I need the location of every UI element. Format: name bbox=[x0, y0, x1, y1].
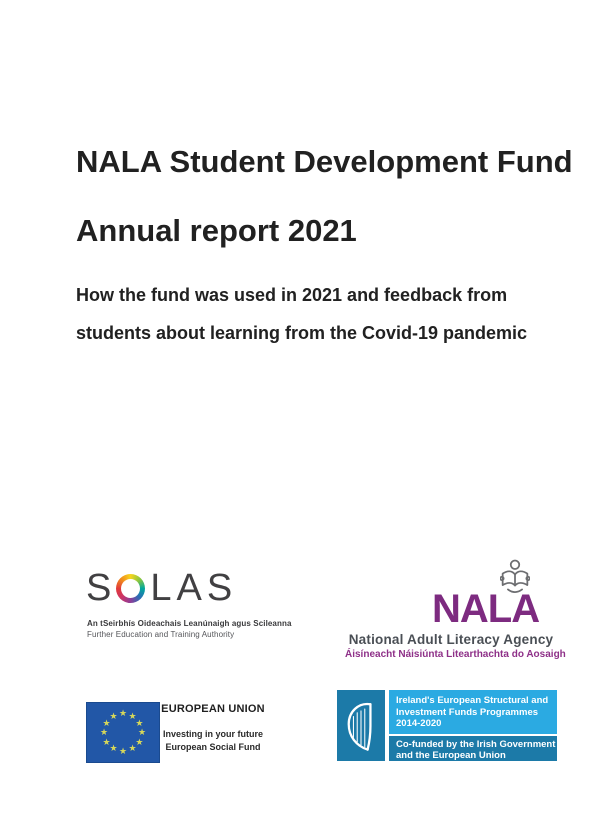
eu-star-icon: ★ bbox=[135, 717, 144, 728]
solas-tagline-irish: An tSeirbhís Oideachais Leanúnaigh agus Scileanna bbox=[87, 619, 292, 628]
eu-heading: EUROPEAN UNION bbox=[161, 703, 265, 715]
esif-logo bbox=[337, 690, 556, 761]
esif-text-panels bbox=[389, 690, 557, 761]
eu-star-icon: ★ bbox=[99, 727, 109, 737]
irish-harp-icon bbox=[337, 690, 385, 761]
solas-logo bbox=[84, 557, 292, 653]
eu-star-icon: ★ bbox=[102, 736, 111, 747]
page-subtitle-line2: students about learning from the Covid-19 pandemic bbox=[76, 323, 528, 343]
eu-star-icon: ★ bbox=[102, 717, 111, 728]
nala-logo bbox=[345, 556, 566, 662]
page-title-line1: NALA Student Development Fund bbox=[76, 144, 573, 179]
eu-star-icon: ★ bbox=[128, 710, 137, 721]
solas-rainbow-o-icon bbox=[116, 574, 145, 603]
page-subtitle-line1: How the fund was used in 2021 and feedback from bbox=[76, 285, 508, 305]
esif-cofunded-line: Co-funded by the Irish Government bbox=[396, 739, 556, 750]
esif-cofunded-line: and the European Union bbox=[396, 750, 506, 761]
eu-star-icon: ★ bbox=[109, 710, 118, 721]
solas-wordmark bbox=[86, 569, 232, 607]
eu-star-icon: ★ bbox=[118, 708, 128, 718]
solas-letter: S bbox=[86, 567, 112, 609]
solas-letter: L bbox=[150, 567, 172, 609]
esif-programme-line: Investment Funds Programmes bbox=[396, 706, 539, 718]
esif-programme-panel bbox=[389, 690, 557, 734]
solas-letter: A bbox=[176, 567, 202, 609]
nala-wordmark: NALA bbox=[432, 587, 540, 631]
solas-letter: S bbox=[206, 567, 233, 609]
eu-tagline-line1: Investing in your future bbox=[162, 729, 263, 739]
esif-programme-line: 2014-2020 bbox=[396, 718, 442, 729]
eu-star-icon: ★ bbox=[137, 727, 147, 737]
eu-star-icon: ★ bbox=[118, 746, 128, 756]
nala-name-irish: Áisíneacht Náisiúnta Litearthachta do Aosaigh bbox=[345, 649, 566, 660]
nala-name-english: National Adult Literacy Agency bbox=[348, 632, 554, 647]
eu-flag bbox=[86, 702, 160, 763]
page-title-line2: Annual report 2021 bbox=[76, 213, 357, 248]
eu-logo-text bbox=[161, 703, 265, 752]
eu-star-icon: ★ bbox=[128, 743, 137, 754]
eu-star-icon: ★ bbox=[135, 736, 144, 747]
eu-star-icon: ★ bbox=[109, 743, 118, 754]
solas-tagline-english: Further Education and Training Authority bbox=[87, 630, 235, 639]
eu-tagline-line2: European Social Fund bbox=[165, 742, 261, 752]
esif-programme-line: Ireland's European Structural and bbox=[396, 695, 549, 706]
esif-cofunded-panel bbox=[389, 736, 557, 761]
